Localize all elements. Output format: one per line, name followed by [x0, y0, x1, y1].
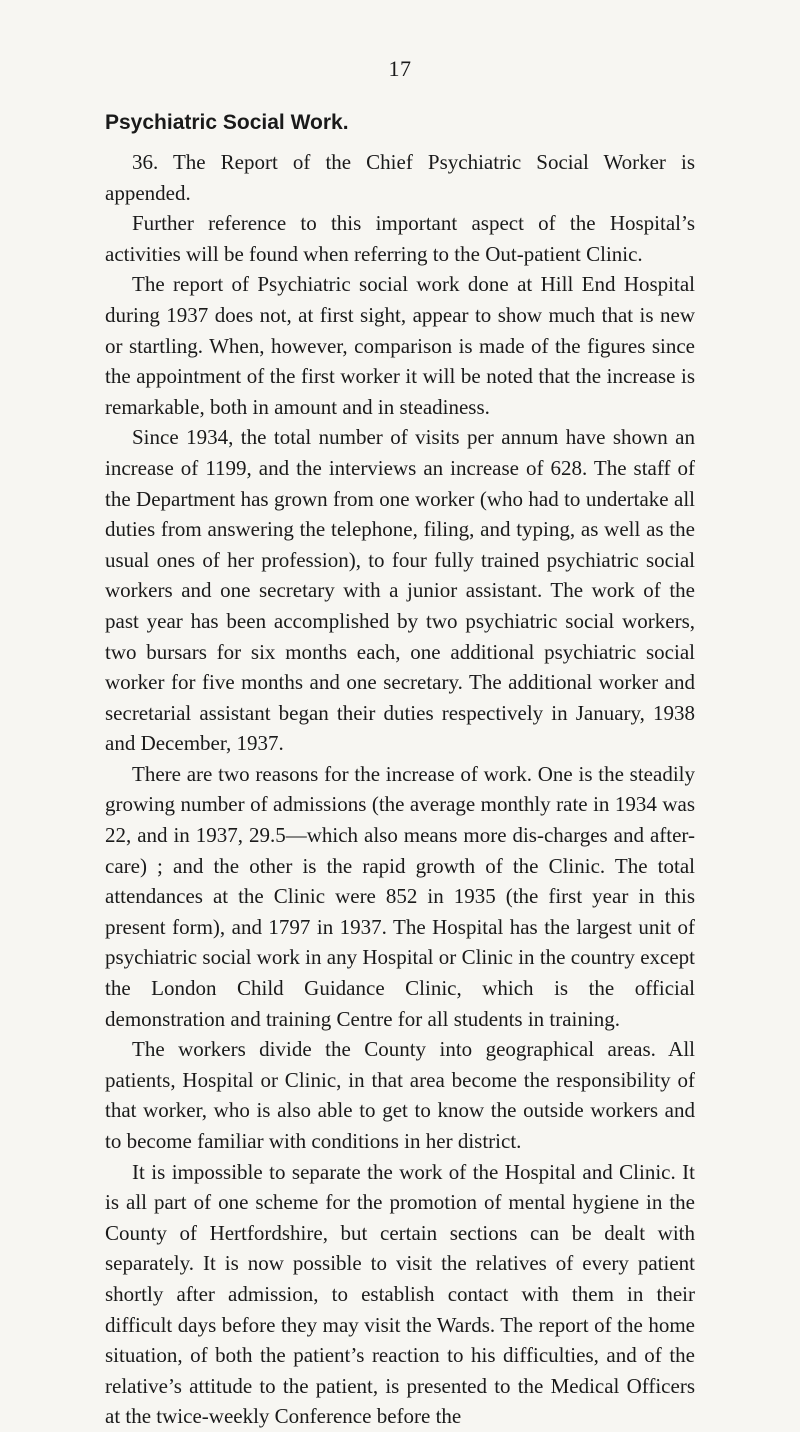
section-heading: Psychiatric Social Work.	[105, 111, 349, 134]
document-body	[105, 108, 695, 1432]
paragraph-two-reasons: There are two reasons for the increase of work. One is the steadily growing number of admissions (the average monthly rate in 1934 was 22, and in 1937, 29.5—which also means more dis-charges and after-care) ; and the other is the rapid growth of the Clinic. The total attendances at the Clinic were 852 in 1935 (the first year in this present form), and 1797 in 1937. The Hospital has the largest unit of psychiatric social work in any Hospital or Clinic in the country except the London Child Guidance Clinic, which is the official demonstration and training Centre for all students in training.	[105, 761, 695, 1031]
paragraph-since-1934: Since 1934, the total number of visits per annum have shown an increase of 1199, and the interviews an increase of 628. The staff of the Department has grown from one worker (who had to undertake all duties from answering the telephone, filing, and typing, as well as the usual ones of her profession), to four fully trained psychiatric social workers and one secretary with a junior assistant. The work of the past year has been accomplished by two psychiatric social workers, two bursars for six months each, one additional psychiatric social worker for five months and one secretary. The additional worker and secretarial assistant began their duties respectively in January, 1938 and December, 1937.	[105, 425, 695, 756]
paragraph-report-1937: The report of Psychiatric social work done at Hill End Hospital during 1937 does not, at first sight, appear to show much that is new or startling. When, however, comparison is made of the figures since the appointment of the first worker it will be noted that the increase is remarkable, both in amount and in steadiness.	[105, 272, 695, 419]
paragraph-further-reference: Further reference to this important aspect of the Hospital’s activities will be found when referring to the Out-patient Clinic.	[105, 211, 695, 266]
paragraph-geographical-areas: The workers divide the County into geographical areas. All patients, Hospital or Clinic, in that area become the responsibility of that worker, who is also able to get to know the outside workers and to become familiar with conditions in her district.	[105, 1037, 695, 1153]
page-number: 17	[388, 56, 412, 81]
paragraph-hospital-and-clinic: It is impossible to separate the work of the Hospital and Clinic. It is all part of one scheme for the promotion of mental hygiene in the County of Hertfordshire, but certain sections can be dealt with separately. It is now possible to visit the relatives of every patient shortly after admission, to establish contact with them in their difficult days before they may visit the Wards. The report of the home situation, of both the patient’s reaction to his difficulties, and of the relative’s attitude to the patient, is presented to the Medical Officers at the twice-weekly Conference before the	[105, 1159, 695, 1429]
paragraph-36: 36. The Report of the Chief Psychiatric Social Worker is appended.	[105, 150, 695, 205]
